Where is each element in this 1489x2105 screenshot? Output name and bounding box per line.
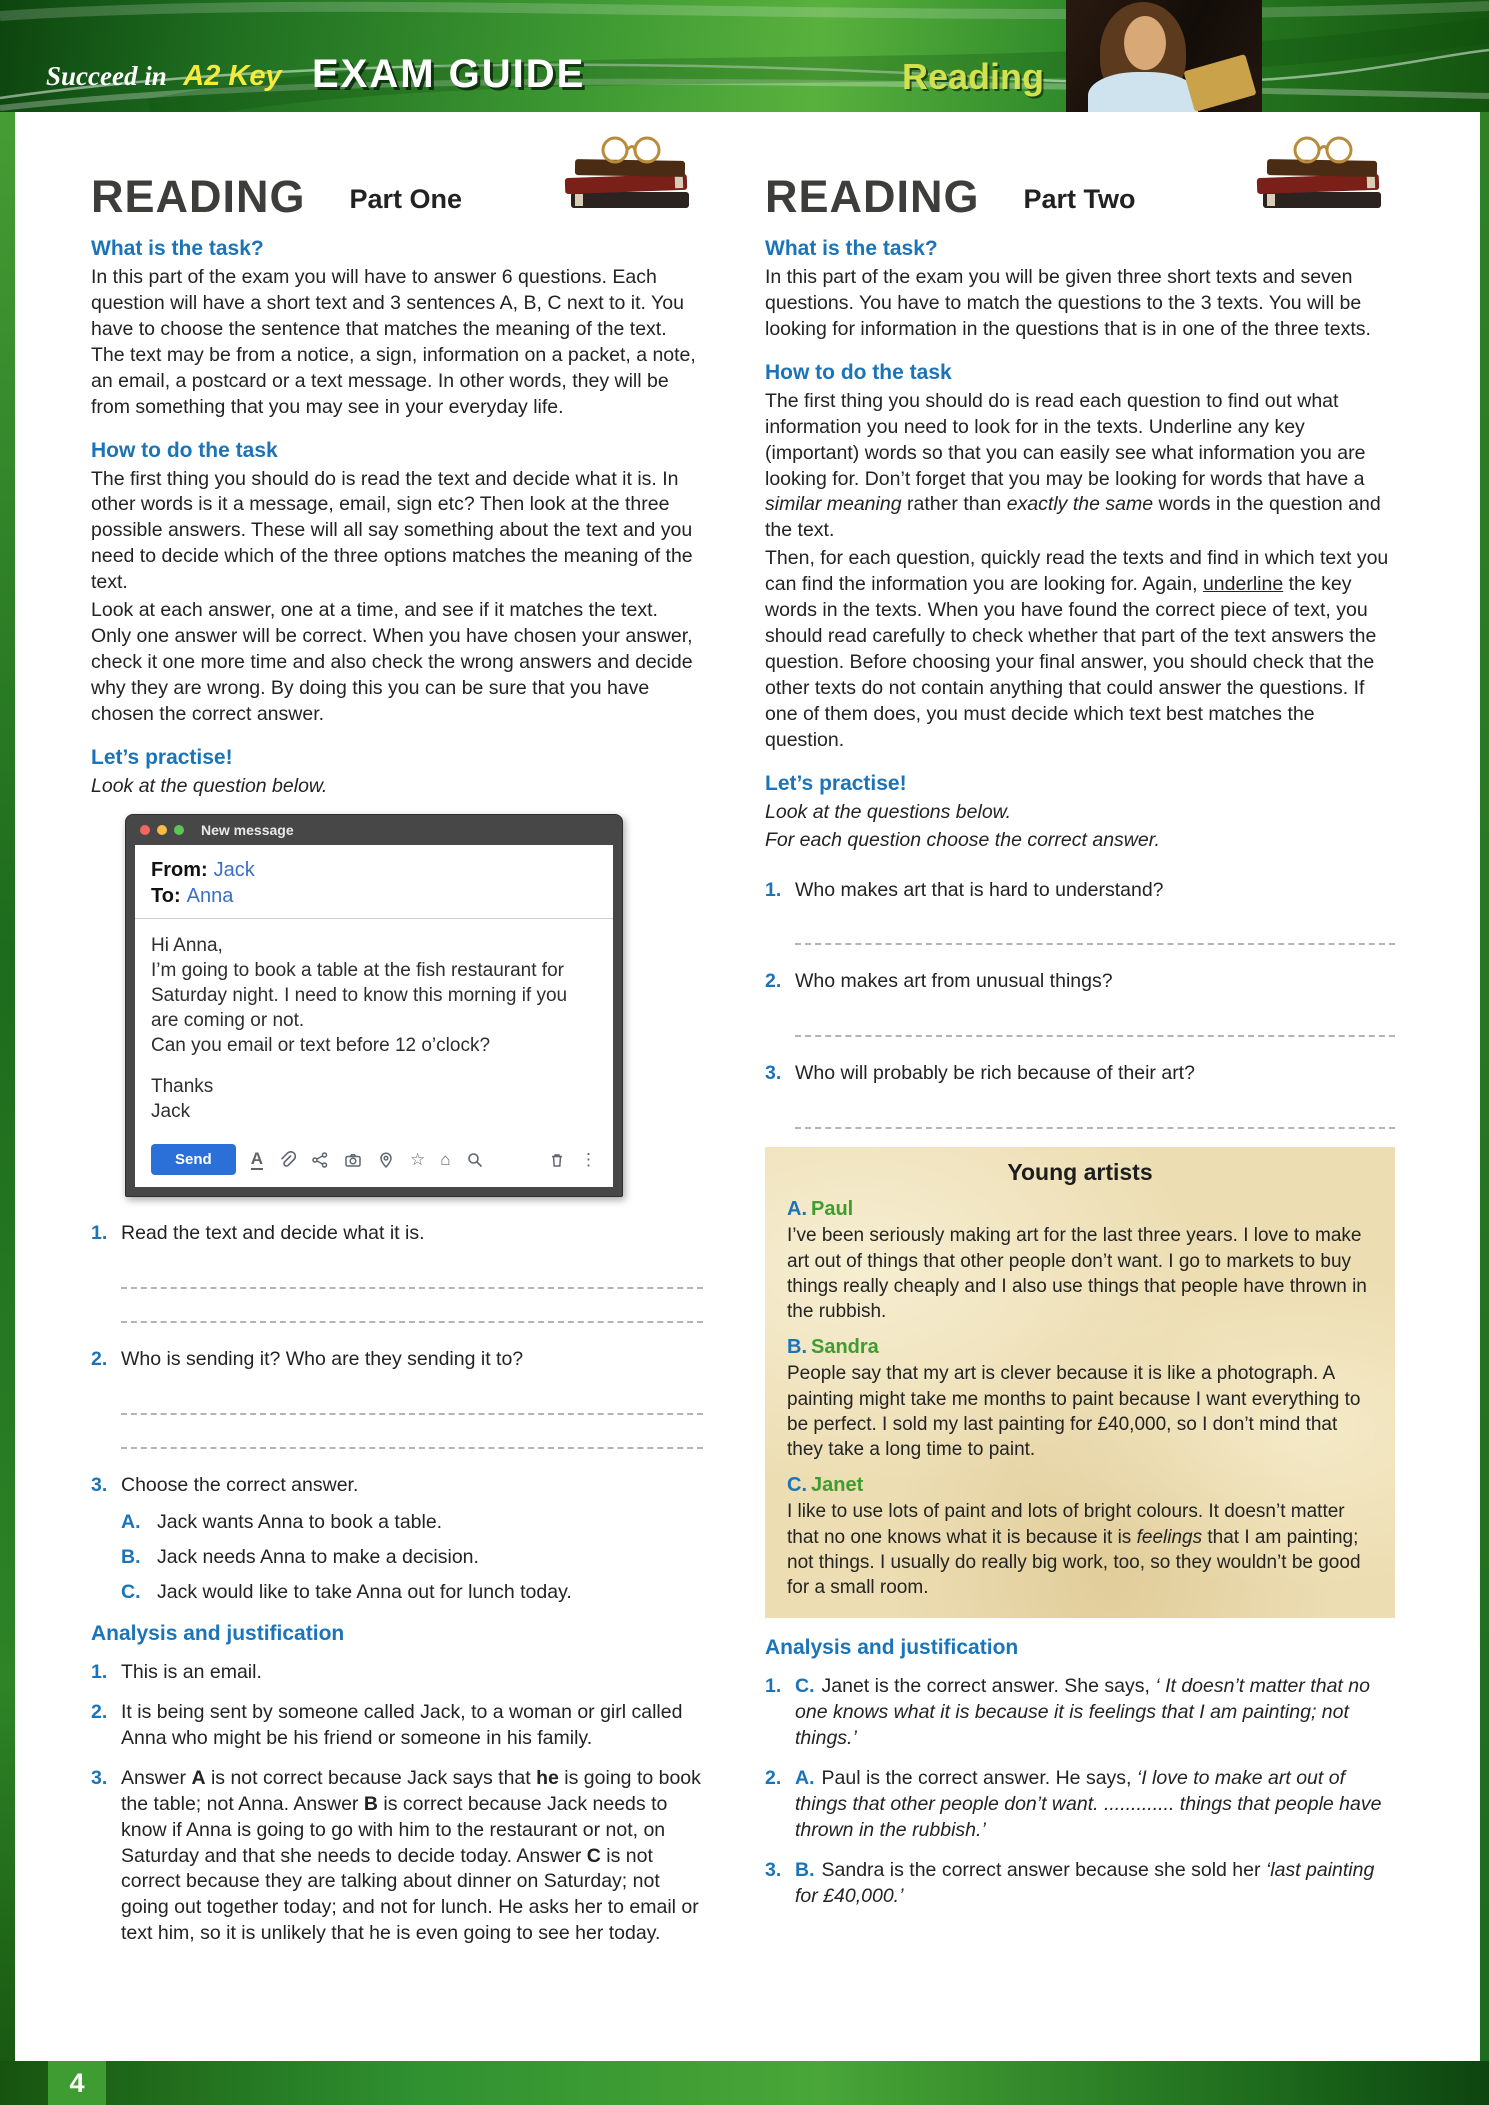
- part1-analysis-item-1: [91, 1660, 703, 1686]
- analysis-rich-text: Paul is the correct answer. He says, ‘I love to make art out of things that other people don’t want. ............. things that people have thrown in the rubbish.’: [795, 1767, 1382, 1842]
- artist-name: Sandra: [811, 1336, 879, 1359]
- page-number: 4: [48, 2061, 106, 2105]
- analysis-number: 3.: [765, 1859, 782, 1881]
- artists-box-title: Young artists: [1007, 1159, 1153, 1186]
- more-options-icon[interactable]: ⋮: [580, 1150, 597, 1170]
- books-glasses-icon: [1245, 130, 1395, 219]
- part1-analysis-heading: Analysis and justification: [91, 1621, 345, 1645]
- question-number: 1.: [91, 1222, 108, 1245]
- answer-line: [121, 1255, 703, 1289]
- analysis-number: 2.: [765, 1767, 782, 1790]
- text-format-icon[interactable]: A: [250, 1148, 263, 1168]
- to-label: To:: [151, 884, 181, 907]
- option-text: Jack would like to take Anna out for lunch today.: [157, 1580, 572, 1603]
- part2-task-heading: What is the task?: [765, 237, 938, 260]
- question-text: Who makes art that is hard to understand?: [795, 878, 1164, 901]
- analysis-text: Answer A is not correct because Jack says that he is going to book the table; not Anna. Answer B is correct because Jack needs to know if Anna is going to go with him to the restaurant or not, on Saturday and that she needs to decide today. Answer C is not correct because they are talking about dinner on Saturday; not going out together today; and not for lunch. He asks her to email or text him, so it is unlikely that he is even going to see her today.: [121, 1766, 701, 1945]
- question-text: Choose the correct answer.: [121, 1474, 359, 1497]
- trash-icon[interactable]: [548, 1151, 566, 1169]
- analysis-number: 2.: [91, 1700, 108, 1723]
- email-message-line: I’m going to book a table at the fish restaurant for Saturday night. I need to know this morning if you are coming or not.: [151, 959, 568, 1031]
- young-artists-box: [765, 1147, 1395, 1618]
- search-icon[interactable]: [466, 1151, 484, 1169]
- artist-text: I like to use lots of paint and lots of bright colours. It doesn’t matter that no one knows what it is because it is feelings that I am painting; not things. I usually do really big work, too, so they wouldn’t be good for a small room.: [787, 1501, 1361, 1599]
- artist-entry-paul: [787, 1198, 1373, 1324]
- question-number: 3.: [765, 1062, 782, 1085]
- share-icon[interactable]: [311, 1151, 329, 1169]
- artist-text: People say that my art is clever because it is like a photograph. A painting might take me months to paint because I want everything to be perfect. I sold my last painting for £40,000, so I don’t mind that they take a long time to paint.: [787, 1363, 1361, 1461]
- artist-text: I’ve been seriously making art for the last three years. I love to make art out of things that other people don’t want. I go to markets to buy things really cheaply and I also use things that people have thrown in the rubbish.: [787, 1225, 1367, 1323]
- part1-how-para1: The first thing you should do is read the text and decide what it is. In other words is it a message, email, sign etc? Then look at the three possible answers. These will all say something about the text and you need to decide which of the three options matches the meaning of the text.: [91, 467, 693, 594]
- part-two-header: [765, 140, 1395, 222]
- option-text: Jack needs Anna to make a decision.: [157, 1545, 479, 1568]
- analysis-text: It is being sent by someone called Jack, to a woman or girl called Anna who might be his friend or someone in his family.: [121, 1700, 683, 1749]
- home-icon[interactable]: ⌂: [440, 1150, 451, 1170]
- brand-course-name: A2 Key: [183, 60, 282, 92]
- part1-task-text: In this part of the exam you will have to answer 6 questions. Each question will have a short text and 3 sentences A, B, C next to it. You have to choose the sentence that matches the meaning of the text. The text may be from a notice, a sign, information on a packet, a note, an email, a postcard or a text message. In other words, they will be from something that you may see in your everyday life.: [91, 266, 696, 418]
- question-text: Read the text and decide what it is.: [121, 1222, 425, 1245]
- banner-swoosh-decoration: [0, 0, 1489, 112]
- analysis-text: [795, 1858, 1395, 1910]
- page-left-border: [0, 0, 15, 2105]
- artist-entry-sandra: [787, 1336, 1373, 1462]
- reading-heading: READING: [765, 171, 980, 222]
- email-body-area: [135, 845, 613, 1188]
- reading-part-one-section: [91, 140, 703, 1961]
- artist-letter: A.: [787, 1198, 807, 1221]
- question-number: 3.: [91, 1474, 108, 1497]
- email-toolbar-right: [548, 1151, 597, 1169]
- artist-letter: B.: [787, 1336, 807, 1359]
- from-label: From:: [151, 858, 208, 881]
- reading-heading: READING: [91, 171, 306, 222]
- option-text: Jack wants Anna to book a table.: [157, 1510, 443, 1533]
- answer-line: [795, 911, 1395, 945]
- analysis-text: This is an email.: [121, 1660, 262, 1683]
- email-screenshot: [125, 814, 623, 1198]
- page-content: [15, 112, 1480, 2061]
- option-c: [121, 1581, 703, 1604]
- email-signature: Jack: [151, 1101, 191, 1123]
- part1-task-heading: What is the task?: [91, 237, 264, 260]
- location-pin-icon[interactable]: [377, 1151, 395, 1169]
- answer-line: [795, 1095, 1395, 1129]
- answer-line: [121, 1381, 703, 1415]
- part2-analysis-heading: Analysis and justification: [765, 1636, 1019, 1660]
- reading-part-two-section: [765, 140, 1395, 1961]
- artist-name: Paul: [811, 1198, 854, 1221]
- books-glasses-icon: [553, 130, 703, 219]
- star-icon[interactable]: ☆: [409, 1150, 426, 1170]
- part2-practise-intro1: Look at the questions below.: [765, 800, 1012, 823]
- artist-name-row: [787, 1336, 1373, 1359]
- from-value: Jack: [213, 858, 255, 881]
- to-value: Anna: [186, 884, 234, 907]
- artist-entry-janet: [787, 1474, 1373, 1600]
- artist-name-row: [787, 1198, 1373, 1221]
- window-maximize-icon[interactable]: [174, 825, 184, 835]
- artist-name: Janet: [811, 1474, 864, 1497]
- part1-question-1: [91, 1221, 703, 1247]
- answer-line: [795, 1003, 1395, 1037]
- analysis-text: [795, 1674, 1395, 1752]
- analysis-answer-letter: C.: [795, 1675, 815, 1698]
- option-b: [121, 1546, 703, 1569]
- send-button[interactable]: Send: [151, 1144, 236, 1175]
- photo-book-shape: [1183, 54, 1256, 112]
- email-toolbar: [151, 1144, 597, 1175]
- part-one-label: Part One: [349, 184, 463, 214]
- question-text: Who will probably be rich because of their art?: [795, 1062, 1195, 1085]
- email-window-title: New message: [201, 821, 294, 838]
- section-title: Reading: [902, 56, 1045, 97]
- part-two-label: Part Two: [1023, 184, 1136, 214]
- artist-letter: C.: [787, 1474, 807, 1497]
- photo-shirt-shape: [1088, 72, 1198, 112]
- email-greeting: Hi Anna,: [151, 934, 223, 956]
- exam-guide-title: EXAM GUIDE: [312, 52, 586, 96]
- answer-line: [121, 1415, 703, 1449]
- header-photo: [1066, 0, 1262, 112]
- part1-how-para2: Look at each answer, one at a time, and see if it matches the text. Only one answer will be correct. When you have chosen your answer, check it one more time and also check the wrong answers and decide why they are wrong. By doing this you can be sure that you have chosen the correct answer.: [91, 599, 693, 725]
- analysis-answer-letter: A.: [795, 1767, 815, 1790]
- part2-how-heading: How to do the task: [765, 360, 952, 384]
- footer-bar: [0, 2061, 1489, 2105]
- part2-practise-intro2: For each question choose the correct answer.: [765, 828, 1160, 851]
- part1-how-heading: How to do the task: [91, 438, 278, 462]
- header-banner: [0, 0, 1489, 112]
- artist-name-row: [787, 1474, 1373, 1497]
- answer-line: [121, 1289, 703, 1323]
- part2-question-1: [765, 878, 1395, 904]
- part1-question-2: [91, 1347, 703, 1373]
- analysis-number: 1.: [91, 1660, 108, 1683]
- attach-file-icon[interactable]: [278, 1151, 296, 1169]
- part-one-header: [91, 140, 703, 222]
- email-divider: [135, 918, 613, 919]
- part2-how-para2: Then, for each question, quickly read the texts and find in which text you can find the information you are looking for. Again, underline the key words in the texts. When you have found the correct piece of text, you should read carefully to check whether that part of the text answers the question. Before choosing your final answer, you should check that the other texts do not contain anything that could answer the questions. If one of them does, you must decide which text best matches the question.: [765, 547, 1389, 751]
- analysis-text: [795, 1766, 1395, 1844]
- photo-face-shape: [1124, 16, 1166, 70]
- analysis-rich-text: Sandra is the correct answer because she sold her ‘last painting for £40,000.’: [795, 1859, 1375, 1907]
- email-signoff: Thanks: [151, 1076, 214, 1098]
- part1-practise-heading: Let’s practise!: [91, 745, 233, 769]
- analysis-number: 3.: [91, 1766, 108, 1789]
- part2-question-3: [765, 1061, 1395, 1087]
- part2-question-2: [765, 969, 1395, 995]
- part2-analysis-item-2: [765, 1766, 1395, 1844]
- part2-task-text: In this part of the exam you will be given three short texts and seven questions. You have to match the questions to the 3 texts. You will be looking for information in the questions that is in one of the three texts.: [765, 266, 1371, 340]
- camera-icon[interactable]: [344, 1151, 362, 1169]
- series-brand: [46, 60, 282, 93]
- option-letter: B.: [121, 1545, 141, 1568]
- part2-analysis-item-1: [765, 1674, 1395, 1752]
- part1-question-3: [91, 1473, 703, 1499]
- analysis-number: 1.: [765, 1675, 782, 1698]
- part1-analysis-item-3: [91, 1766, 703, 1947]
- question-text: Who is sending it? Who are they sending it to?: [121, 1348, 524, 1371]
- page-right-border: [1480, 0, 1489, 2105]
- window-minimize-icon[interactable]: [157, 825, 167, 835]
- question-text: Who makes art from unusual things?: [795, 970, 1113, 993]
- window-close-icon[interactable]: [140, 825, 150, 835]
- option-letter: A.: [121, 1510, 141, 1533]
- analysis-rich-text: Janet is the correct answer. She says, ‘ It doesn’t matter that no one knows what it is because it is feelings that I am painting; not things.’: [795, 1675, 1370, 1750]
- part2-how-para1: The first thing you should do is read each question to find out what information you need to look for in the texts. Underline any key (important) words so that you can easily see what information you are looking for. Don’t forget that you may be looking for words that have a similar meaning rather than exactly the same words in the question and the text.: [765, 389, 1381, 542]
- email-to-row: [151, 885, 597, 908]
- email-titlebar: [135, 815, 613, 845]
- part1-analysis-item-2: [91, 1700, 703, 1752]
- analysis-answer-letter: B.: [795, 1859, 815, 1881]
- option-a: [121, 1511, 703, 1534]
- question-number: 2.: [765, 970, 782, 993]
- question-number: 1.: [765, 878, 782, 901]
- option-letter: C.: [121, 1580, 141, 1603]
- question-number: 2.: [91, 1348, 108, 1371]
- part2-analysis-item-3: [765, 1858, 1395, 1910]
- email-from-row: [151, 859, 597, 882]
- email-message-line: Can you email or text before 12 o’clock?: [151, 1034, 491, 1056]
- part1-practise-intro: Look at the question below.: [91, 774, 328, 797]
- brand-prefix: Succeed in: [46, 61, 167, 91]
- part2-practise-heading: Let’s practise!: [765, 771, 907, 795]
